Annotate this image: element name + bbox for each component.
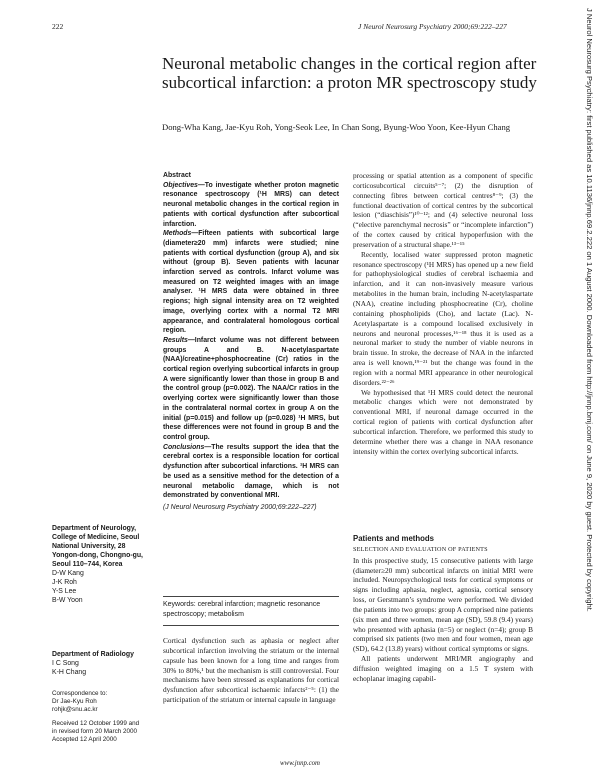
affiliation-neurology — [52, 524, 144, 605]
abstract-results — [163, 336, 339, 443]
footer-url: www.jnnp.com — [280, 760, 320, 767]
download-notice-sidebar: J Neurol Neurosurg Psychiatry: first published as 10.1136/jnnp.69.2.222 on 1 August 2000. Downloaded from http://jnnp.bmj.com/ on June 9, 2020 by guest. Protected by copyright. — [585, 8, 594, 612]
journal-citation-header: J Neurol Neurosurg Psychiatry 2000;69:222–227 — [358, 22, 507, 31]
introduction-right-column — [353, 171, 533, 456]
abstract-heading: Abstract — [163, 172, 191, 179]
intro-paragraph-hypothesis: We hypothesised that ¹H MRS could detect the neuronal metabolic changes which were not demonstrated by conventional MRI, if neuronal damage occurred in the cortical region of patients with cortical dysfunction after subcortical infarction. Therefore, we performed this study to determine whether there was a change in NAA resonance intensity within the cortex overlying subcortical infarcts. — [353, 387, 533, 456]
results-label: Results— — [163, 336, 195, 344]
methods-section — [353, 534, 533, 684]
keywords: Keywords: cerebral infarction; magnetic resonance spectroscopy; metabolism — [163, 601, 321, 618]
keywords-top-rule — [163, 596, 339, 597]
accepted-date: Accepted 12 April 2000 — [52, 736, 117, 743]
intro-paragraph-mrs: Recently, localised water suppressed proton magnetic resonance spectroscopy (¹H MRS) has opened up a new field for pathophysiological studies of cerebral ischaemia and infarction, and it can non-invasively measure various metabolites in the human brain, including N-acetylaspartate (NAA), creatine including phosphocreatine (Cr), choline containing phospholipids (Cho), and lactate (Lac). N-Acetylaspartate is a compound localised exclusively in neurons and neuronal processes,¹⁶⁻¹⁸ thus it is used as a neuronal marker to study the number of viable neurons in brain tissue. In stroke, the decrease of NAA in the infarcted area is well known,¹⁹⁻²¹ but the change was found in the region with a normal MRI appearance in other neurological disorders.²²⁻²⁶ — [353, 249, 533, 387]
received-date: Received 12 October 1999 and in revised form 20 March 2000 — [52, 720, 140, 735]
introduction-left-column — [163, 636, 339, 705]
correspondence — [52, 690, 144, 714]
methods-paragraph-1: In this prospective study, 15 consecutive patients with large (diameter≥20 mm) subcortical infarcts on initial MRI were included. Neuropsychological tests for cortical symptoms or signs including aphasia, neglect, agnosia, cortical sensory loss, or Gerstmann’s syndrome were performed. We divided the patients into two groups: group A comprised nine patients (six men and three women, mean age (SD), 59.8 (9.4) years) who presented with aphasia (n=5) or neglect (n=4); group B comprised six patients (two men and four women, mean age (SD), 64.2 (13.8) years) without cortical symptoms or signs. — [353, 555, 533, 654]
abstract-conclusions — [163, 443, 339, 501]
correspondence-email: rohjk@snu.ac.kr — [52, 706, 98, 713]
affiliation-person: J-K Roh — [52, 579, 77, 586]
affiliation-radiology-name: Department of Radiology — [52, 651, 134, 658]
received-dates — [52, 720, 144, 744]
objectives-label: Objectives— — [163, 181, 205, 189]
page-number: 222 — [52, 22, 64, 31]
intro-paragraph: Cortical dysfunction such as aphasia or neglect after subcortical infarction involving the striatum or the internal capsule has been known for a long time and ranges from 30% to 80%,¹ but the mechanism is still controversial. Four mechanisms have been stressed as explanations for cortical dysfunction after subcortical ischaemic infarcts²⁻⁵: (1) the participation of the striatum or internal capsule in language — [163, 636, 339, 705]
methods-text: Fifteen patients with subcortical large (diameter≥20 mm) infarcts were studied; nine patients with cortical dysfunction (group A), and six without (group B). Seven patients with lacunar infarction served as controls. Infarct volume was measured on T2 weighted images with an image analyser. ¹H MRS data were obtained in three regions; high signal intensity area on T2 weighted image, overlying cortex with a normal T2 MRI appearance, and contralateral homologous cortical region. — [163, 230, 339, 335]
correspondence-label: Correspondence to: — [52, 690, 108, 697]
affiliation-person: D-W Kang — [52, 570, 84, 577]
affiliation-person: B-W Yoon — [52, 597, 83, 604]
methods-subheading: SELECTION AND EVALUATION OF PATIENTS — [353, 545, 488, 553]
affiliation-person: K-H Chang — [52, 669, 87, 676]
methods-paragraph-2: All patients underwent MRI/MR angiography and diffusion weighted imaging on a 1.5 T system with echoplanar imaging capabil- — [353, 654, 533, 683]
abstract-objectives — [163, 181, 339, 230]
methods-heading: Patients and methods — [353, 534, 435, 543]
abstract-citation: (J Neurol Neurosurg Psychiatry 2000;69:222–227) — [163, 503, 317, 511]
affiliation-radiology — [52, 650, 144, 677]
affiliation-neurology-name: Department of Neurology, College of Medicine, Seoul National University, 28 Yongon-dong, Chongno-gu, Seoul 110–744, Korea — [52, 525, 143, 568]
keywords-bottom-rule — [163, 625, 339, 626]
author-list: Dong-Wha Kang, Jae-Kyu Roh, Yong-Seok Lee, In Chan Song, Byung-Woo Yoon, Kee-Hyun Chang — [162, 122, 511, 132]
objectives-text: To investigate whether proton magnetic resonance spectroscopy (¹H MRS) can detect neuronal metabolic changes in the cortical region in patients with cortical dysfunction after subcortical infarction. — [163, 181, 339, 228]
affiliation-person: I C Song — [52, 660, 79, 667]
abstract-methods — [163, 229, 339, 336]
affiliation-person: Y-S Lee — [52, 588, 77, 595]
conclusions-text: The results support the idea that the cerebral cortex is a responsible location for cortical dysfunction after subcortical infarctions. ¹H MRS can be used as a sensitive method for the detection of a neuronal metabolic damage, which is not demonstrated by conventional MRI. — [163, 443, 339, 500]
abstract — [163, 171, 339, 513]
intro-paragraph-continued: processing or spatial attention as a component of specific corticosubcortical circuits⁵⁻⁷; (2) the disruption of connecting fibres between cortical centres⁸⁻⁹; (3) the functional deactivation of cortical centres by the subcortical lesion (“diaschisis”)¹⁰⁻¹²; and (4) selective neuronal loss (“elective parenchymal necrosis” or “incomplete infarction”) of the cortex caused by critical hypoperfusion with the preservation of a structural shape.¹³⁻¹⁵ — [353, 171, 533, 249]
correspondence-name: Dr Jae-Kyu Roh — [52, 698, 97, 705]
article-title: Neuronal metabolic changes in the cortical region after subcortical infarction: a proton MR spectroscopy study — [162, 54, 537, 92]
results-text: Infarct volume was not different between groups A and B. N-acetylaspartate (NAA)/creatine+phosphocreatine (Cr) ratios in the cortical region overlying subcortical infarcts in group A were significantly lower than those in group B and the control group (p=0.002). The NAA/Cr ratios in the overlying cortex were significantly lower than those in the contralateral normal cortex in group A on the initial (p=0.015) and follow up (p=0.028) ¹H MRS, but these differences were not found in group B and the control group. — [163, 336, 339, 441]
methods-label: Methods— — [163, 230, 199, 238]
conclusions-label: Conclusions— — [163, 443, 212, 451]
